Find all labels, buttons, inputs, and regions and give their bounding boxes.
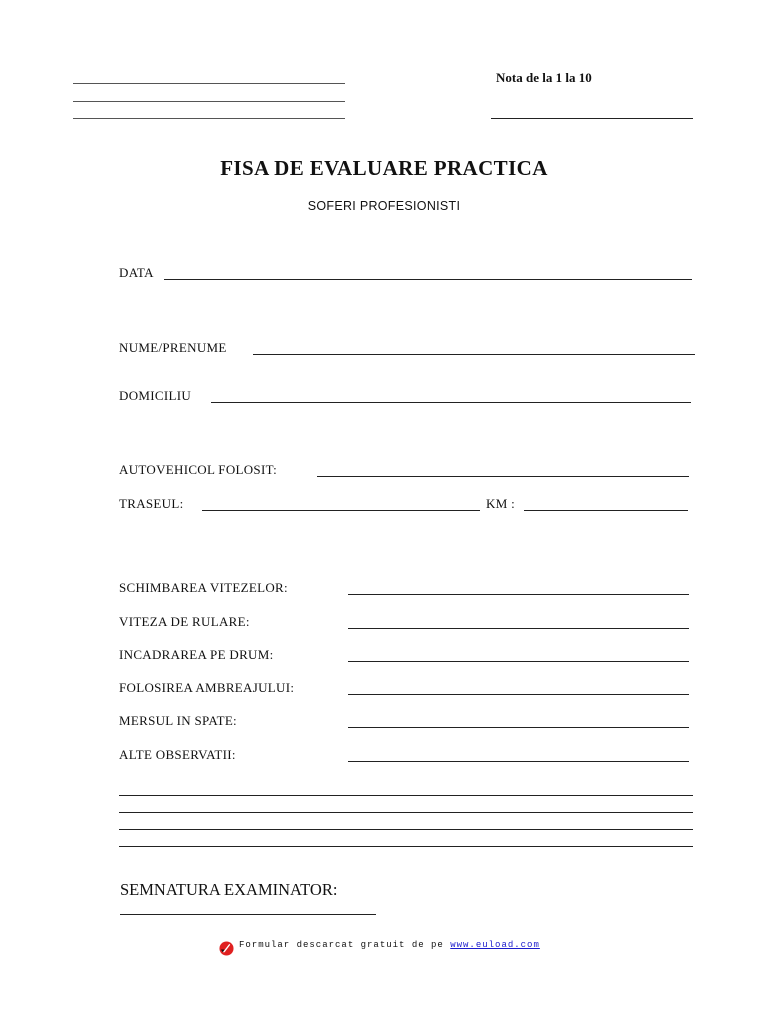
incadrarea-line[interactable] <box>348 661 689 662</box>
alte-observatii-label: ALTE OBSERVATII: <box>119 747 236 762</box>
signature-line[interactable] <box>120 914 376 915</box>
domiciliu-line[interactable] <box>211 402 691 403</box>
traseul-line[interactable] <box>202 510 480 511</box>
observatii-line-1[interactable] <box>119 795 693 796</box>
autovehicol-line[interactable] <box>317 476 689 477</box>
mersul-line[interactable] <box>348 727 689 728</box>
alte-observatii-line[interactable] <box>348 761 689 762</box>
incadrarea-label: INCADRAREA PE DRUM: <box>119 647 274 662</box>
autovehicol-label: AUTOVEHICOL FOLOSIT: <box>119 462 278 477</box>
viteza-line[interactable] <box>348 628 689 629</box>
nume-prenume-line[interactable] <box>253 354 695 355</box>
top-left-line-1[interactable] <box>73 83 345 84</box>
euload-logo-icon <box>219 941 234 956</box>
km-label: KM : <box>486 496 516 511</box>
schimbarea-line[interactable] <box>348 594 689 595</box>
footer-note <box>239 940 540 950</box>
observatii-line-4[interactable] <box>119 846 693 847</box>
grade-line[interactable] <box>491 118 693 119</box>
top-left-line-2[interactable] <box>73 101 345 102</box>
data-label: DATA <box>119 265 154 280</box>
signature-label: SEMNATURA EXAMINATOR: <box>120 880 338 899</box>
page-subtitle: SOFERI PROFESIONISTI <box>307 199 461 213</box>
top-left-line-3[interactable] <box>73 118 345 119</box>
data-line[interactable] <box>164 279 692 280</box>
viteza-label: VITEZA DE RULARE: <box>119 614 250 629</box>
nume-prenume-label: NUME/PRENUME <box>119 340 227 355</box>
footer-text: Formular descarcat gratuit de pe <box>239 940 444 950</box>
domiciliu-label: DOMICILIU <box>119 388 192 403</box>
footer-link[interactable]: www.euload.com <box>450 940 540 950</box>
page-title: FISA DE EVALUARE PRACTICA <box>220 156 548 180</box>
observatii-line-2[interactable] <box>119 812 693 813</box>
grade-label: Nota de la 1 la 10 <box>496 70 592 85</box>
traseul-label: TRASEUL: <box>119 496 184 511</box>
mersul-label: MERSUL IN SPATE: <box>119 713 237 728</box>
ambreaj-label: FOLOSIREA AMBREAJULUI: <box>119 680 295 695</box>
observatii-line-3[interactable] <box>119 829 693 830</box>
km-line[interactable] <box>524 510 688 511</box>
ambreaj-line[interactable] <box>348 694 689 695</box>
schimbarea-label: SCHIMBAREA VITEZELOR: <box>119 580 288 595</box>
